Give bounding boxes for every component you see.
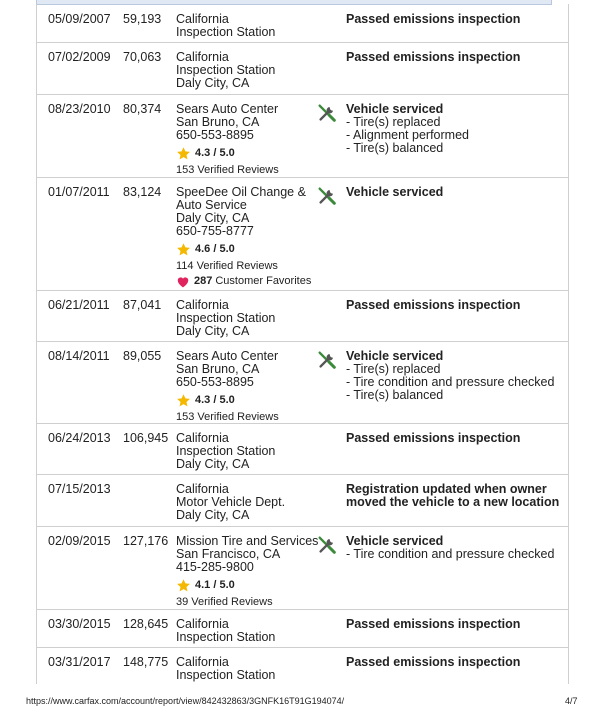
page-number: 4/7 — [565, 696, 578, 706]
verified-reviews[interactable]: 153 Verified Reviews — [176, 411, 279, 423]
record-comments — [346, 483, 559, 509]
source-line: Inspection Station — [176, 25, 276, 39]
verified-reviews[interactable]: 114 Verified Reviews — [176, 260, 278, 272]
comment-header: moved the vehicle to a new location — [346, 495, 560, 509]
source-line: California — [176, 482, 229, 496]
record-source — [176, 13, 275, 39]
source-line[interactable]: Sears Auto Center — [176, 349, 279, 363]
comment-header: Passed emissions inspection — [346, 12, 521, 26]
record-mileage: 128,645 — [123, 617, 169, 631]
comment-header: Passed emissions inspection — [346, 655, 521, 669]
wrench-screwdriver-icon — [316, 534, 338, 556]
star-icon — [176, 393, 191, 408]
service-detail: - Tire(s) balanced — [346, 141, 444, 155]
table-row — [37, 42, 568, 95]
record-mileage: 70,063 — [123, 50, 162, 64]
record-date: 05/09/2007 — [48, 12, 111, 26]
rating — [176, 242, 311, 257]
record-date: 03/30/2015 — [48, 617, 111, 631]
source-line: California — [176, 617, 229, 631]
comment-header: Passed emissions inspection — [346, 431, 521, 445]
table-row — [37, 4, 568, 43]
service-detail: - Tire condition and pressure checked — [346, 375, 555, 389]
comment-header: Vehicle serviced — [346, 349, 444, 363]
source-line: Motor Vehicle Dept. — [176, 495, 286, 509]
source-line: Daly City, CA — [176, 457, 250, 471]
customer-favorites — [176, 275, 311, 288]
record-source — [176, 186, 311, 288]
comment-header: Passed emissions inspection — [346, 298, 521, 312]
record-date: 06/21/2011 — [48, 298, 110, 312]
record-source — [176, 483, 285, 522]
source-line: Daly City, CA — [176, 508, 250, 522]
record-comments — [346, 186, 443, 199]
source-line: California — [176, 12, 229, 26]
comment-header: Vehicle serviced — [346, 185, 444, 199]
wrench-screwdriver-icon — [316, 102, 338, 124]
source-line: Inspection Station — [176, 444, 276, 458]
record-date: 08/23/2010 — [48, 102, 111, 116]
record-comments — [346, 103, 469, 155]
table-row — [37, 341, 568, 424]
record-date: 01/07/2011 — [48, 185, 110, 199]
comment-header: Vehicle serviced — [346, 102, 444, 116]
record-comments — [346, 618, 520, 631]
source-line: Inspection Station — [176, 311, 276, 325]
record-mileage: 59,193 — [123, 12, 162, 26]
source-line[interactable]: Mission Tire and Services — [176, 534, 319, 548]
record-date: 07/02/2009 — [48, 50, 111, 64]
record-source — [176, 535, 318, 609]
record-mileage: 83,124 — [123, 185, 162, 199]
table-row — [37, 94, 568, 178]
source-phone[interactable]: 650-755-8777 — [176, 224, 254, 238]
record-source — [176, 299, 275, 338]
record-source — [176, 51, 275, 90]
rating-value: 4.1 / 5.0 — [195, 579, 235, 591]
source-line[interactable]: SpeeDee Oil Change & — [176, 185, 306, 199]
record-mileage: 80,374 — [123, 102, 162, 116]
record-date: 07/15/2013 — [48, 482, 111, 496]
record-mileage: 89,055 — [123, 349, 162, 363]
rating — [176, 146, 279, 161]
record-date: 02/09/2015 — [48, 534, 111, 548]
source-line: Daly City, CA — [176, 76, 250, 90]
star-icon — [176, 146, 191, 161]
record-comments — [346, 535, 554, 561]
comment-header: Passed emissions inspection — [346, 50, 521, 64]
service-detail: - Tire(s) replaced — [346, 115, 441, 129]
comment-header: Passed emissions inspection — [346, 617, 521, 631]
rating-value: 4.3 / 5.0 — [195, 394, 235, 406]
record-comments — [346, 51, 520, 64]
table-row — [37, 474, 568, 527]
record-mileage: 106,945 — [123, 431, 169, 445]
table-row — [37, 647, 568, 684]
record-mileage: 127,176 — [123, 534, 169, 548]
source-phone[interactable]: 650-553-8895 — [176, 128, 254, 142]
source-line: California — [176, 431, 229, 445]
record-source — [176, 103, 279, 177]
service-detail: - Tire(s) replaced — [346, 362, 441, 376]
history-table — [36, 4, 569, 684]
source-line: Inspection Station — [176, 63, 276, 77]
record-date: 08/14/2011 — [48, 349, 110, 363]
source-phone[interactable]: 650-553-8895 — [176, 375, 254, 389]
record-mileage: 148,775 — [123, 655, 169, 669]
source-line: Daly City, CA — [176, 324, 250, 338]
source-line[interactable]: Auto Service — [176, 198, 247, 212]
rating — [176, 578, 318, 593]
table-row — [37, 177, 568, 291]
record-mileage: 87,041 — [123, 298, 162, 312]
heart-icon — [176, 275, 190, 288]
wrench-screwdriver-icon — [316, 349, 338, 371]
table-row — [37, 526, 568, 610]
source-line: Inspection Station — [176, 630, 276, 644]
source-line: San Bruno, CA — [176, 115, 260, 129]
source-line: San Bruno, CA — [176, 362, 260, 376]
comment-header: Vehicle serviced — [346, 534, 444, 548]
service-detail: - Alignment performed — [346, 128, 469, 142]
source-phone[interactable]: 415-285-9800 — [176, 560, 254, 574]
record-source — [176, 432, 275, 471]
record-comments — [346, 299, 520, 312]
verified-reviews[interactable]: 153 Verified Reviews — [176, 164, 279, 176]
record-date: 06/24/2013 — [48, 431, 111, 445]
verified-reviews[interactable]: 39 Verified Reviews — [176, 596, 273, 608]
record-comments — [346, 350, 554, 402]
source-line: Inspection Station — [176, 668, 276, 682]
source-line: California — [176, 655, 229, 669]
source-line: California — [176, 50, 229, 64]
footer-url[interactable]: https://www.carfax.com/account/report/view/842432863/3GNFK16T91G194074/ — [26, 696, 345, 706]
record-source — [176, 656, 275, 682]
record-source — [176, 618, 275, 644]
source-line: Daly City, CA — [176, 211, 250, 225]
table-row — [37, 290, 568, 342]
record-comments — [346, 656, 520, 669]
record-comments — [346, 13, 520, 26]
comment-header: Registration updated when owner — [346, 482, 547, 496]
rating-value: 4.6 / 5.0 — [195, 243, 235, 255]
record-date: 03/31/2017 — [48, 655, 111, 669]
favorites-label: Customer Favorites — [215, 275, 312, 287]
record-source — [176, 350, 279, 424]
wrench-screwdriver-icon — [316, 185, 338, 207]
rating — [176, 393, 279, 408]
source-line: San Francisco, CA — [176, 547, 281, 561]
service-detail: - Tire(s) balanced — [346, 388, 444, 402]
source-line: California — [176, 298, 229, 312]
rating-value: 4.3 / 5.0 — [195, 147, 235, 159]
record-comments — [346, 432, 520, 445]
table-row — [37, 423, 568, 475]
star-icon — [176, 578, 191, 593]
table-row — [37, 609, 568, 648]
favorites-count: 287 — [194, 275, 213, 287]
star-icon — [176, 242, 191, 257]
service-detail: - Tire condition and pressure checked — [346, 547, 555, 561]
source-line[interactable]: Sears Auto Center — [176, 102, 279, 116]
